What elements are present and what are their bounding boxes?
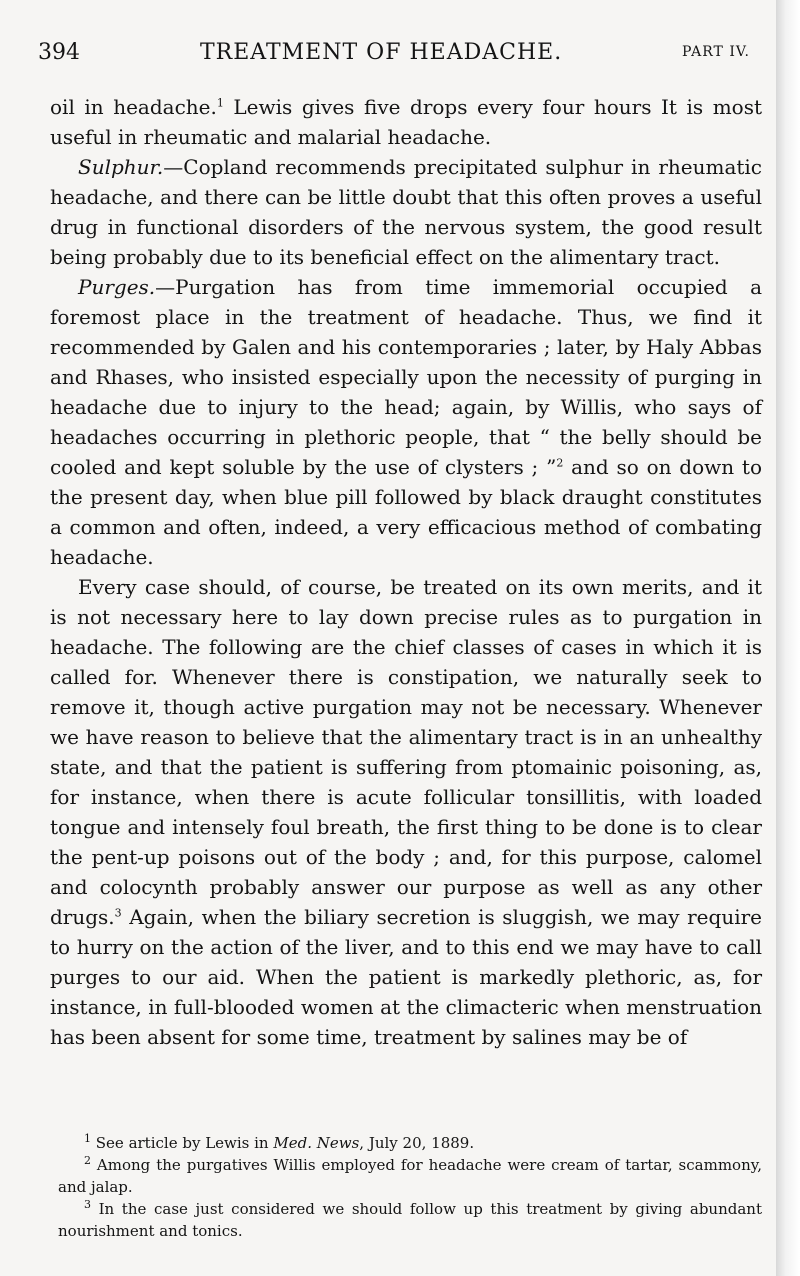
text-run: oil in headache.	[50, 95, 217, 119]
text-run: Among the purgatives Willis employed for headache were cream of tartar, scammony, and jalap.	[58, 1156, 762, 1196]
paragraph-every-case	[50, 572, 762, 1052]
footnote-ref: 1	[216, 96, 224, 110]
body-text	[50, 92, 762, 1052]
paragraph-continued	[50, 92, 762, 152]
footnote-mark: 3	[84, 1198, 91, 1211]
footnote-3	[58, 1198, 762, 1242]
footnote-mark: 1	[84, 1132, 91, 1145]
paragraph-sulphur	[50, 152, 762, 272]
footnote-1	[58, 1132, 762, 1154]
page-edge	[776, 0, 800, 1276]
text-run: and so on down to the present day, when blue pill followed by black draught constitutes a common and often, indeed, a very efficacious method of combating headache.	[50, 455, 763, 569]
text-run: Lewis gives five drops every four hours It is most useful in rheumatic and malarial headache.	[50, 95, 763, 149]
section-heading: Purges.	[78, 275, 156, 299]
journal-title: Med. News	[273, 1134, 360, 1152]
footnote-ref: 3	[114, 906, 122, 920]
footnote-ref: 2	[556, 456, 564, 470]
text-run: Every case should, of course, be treated on its own merits, and it is not necessary here to lay down precise rules as to purgation in headache. The following are the chief classes of cases in which it is called for. Whenever there is constipation, we naturally seek to remove it, though active purgation may not be necessary. Whenever we have reason to believe that the alimentary tract is in an unhealthy state, and that the patient is suffering from ptomainic poisoning, as, for instance, when there is acute follicular tonsillitis, with loaded tongue and intensely foul breath, the first thing to be done is to clear the pent-up poisons out of the body ; and, for this purpose, calomel and colocynth probably answer our purpose as well as any other drugs.	[50, 575, 762, 929]
text-run: In the case just considered we should follow up this treatment by giving abundant nourishment and tonics.	[58, 1200, 762, 1240]
text-run: —Purgation has from time immemorial occupied a foremost place in the treatment of headache. Thus, we find it recommended by Galen and his contemporaries ; later, by Haly Abbas and Rhases, who insisted especially upon the necessity of purging in headache due to injury to the head; again, by Willis, who says of headaches occurring in plethoric people, that “ the belly should be cooled and kept soluble by the use of clysters ; ”	[50, 275, 762, 479]
running-title: TREATMENT OF HEADACHE.	[200, 40, 563, 65]
footnotes	[58, 1132, 762, 1242]
footnote-2	[58, 1154, 762, 1198]
paragraph-purges	[50, 272, 762, 572]
section-heading: Sulphur.	[78, 155, 164, 179]
text-run: —Copland recommends precipitated sulphur in rheumatic headache, and there can be little doubt that this often proves a useful drug in functional disorders of the nervous system, the good result being probably due to its beneficial effect on the alimentary tract.	[50, 155, 762, 269]
footnote-mark: 2	[84, 1154, 91, 1167]
text-run: , July 20, 1889.	[359, 1134, 475, 1152]
text-run: See article by Lewis in	[91, 1134, 274, 1152]
text-run: Again, when the biliary secretion is sluggish, we may require to hurry on the action of the liver, and to this end we may have to call purges to our aid. When the patient is markedly plethoric, as, for instance, in full-blooded women at the climacteric when menstruation has been absent for some time, treatment by salines may be of	[50, 905, 762, 1049]
page-number: 394	[38, 40, 80, 65]
running-header	[30, 40, 750, 72]
part-label: PART IV.	[682, 44, 750, 60]
